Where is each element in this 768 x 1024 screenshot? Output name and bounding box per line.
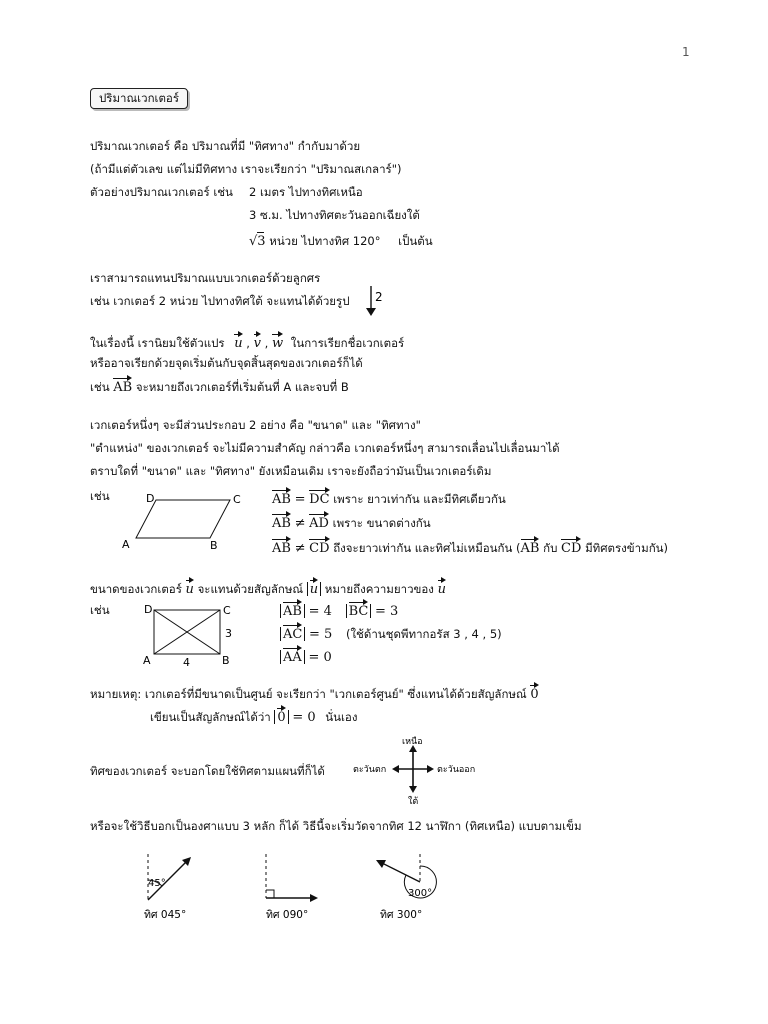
relation-1 xyxy=(272,490,506,507)
eq2-note: (ใช้ด้านชุดพีทากอรัส 3 , 4 , 5) xyxy=(345,627,502,641)
arrow-rep-line-1: เราสามารถแทนปริมาณแบบเวกเตอร์ด้วยลูกศร xyxy=(90,271,321,285)
eq1-val2: = 3 xyxy=(374,604,399,619)
rect-label-b: B xyxy=(222,654,230,667)
rel3-vec-1: AB xyxy=(520,541,540,556)
parallelogram-figure xyxy=(118,488,248,554)
zero-vector-line-2-pre: เขียนเป็นสัญลักษณ์ได้ว่า xyxy=(150,710,271,724)
zero-vector-line-2 xyxy=(150,708,357,725)
magnitude-eq-2 xyxy=(280,625,502,642)
para-label-b: B xyxy=(210,539,218,552)
sqrt-radicand: 3 xyxy=(257,234,266,249)
zero-vector-line-2-post: นั่นเอง xyxy=(325,710,358,724)
abs-zero xyxy=(274,710,288,724)
compass-figure xyxy=(350,734,490,810)
magnitude-line-1-pre: ขนาดของเวกเตอร์ xyxy=(90,582,182,596)
rel2-op: ≠ xyxy=(294,516,306,531)
abs-ac xyxy=(280,627,305,641)
rel2-note: เพราะ ขนาดต่างกัน xyxy=(332,516,431,530)
components-line-3: ตราบใดที่ "ขนาด" และ "ทิศทาง" ยังเหมือนเดิม เราจะยังถือว่ามันเป็นเวกเตอร์เดิม xyxy=(90,464,492,478)
abs-zero-vec: 0 xyxy=(277,710,286,725)
page-number: 1 xyxy=(682,45,690,59)
bearing-300-caption: ทิศ 300° xyxy=(380,909,423,921)
var-u-letter: u xyxy=(234,336,243,351)
components-line-2: "ตำแหน่ง" ของเวกเตอร์ จะไม่มีความสำคัญ กล่าวคือ เวกเตอร์หนึ่งๆ สามารถเลื่อนไปเลื่อนมาได้ xyxy=(90,441,560,455)
rel1-op: = xyxy=(294,492,306,507)
magnitude-example-label: เช่น xyxy=(90,603,110,617)
vector-ab: AB xyxy=(113,380,133,395)
rel3-note: ถึงจะยาวเท่ากัน และทิศไม่เหมือนกัน ( xyxy=(333,541,521,555)
rel1-rhs: DC xyxy=(309,492,330,507)
rel3-vec-2: CD xyxy=(561,541,582,556)
intro-example-1: 2 เมตร ไปทางทิศเหนือ xyxy=(249,185,363,199)
rel2-rhs: AD xyxy=(309,516,329,531)
eq3-val: = 0 xyxy=(308,650,332,665)
magnitude-line-1-post: หมายถึงความยาวของ xyxy=(324,582,434,596)
rect-label-a: A xyxy=(143,654,151,667)
rel3-rhs: CD xyxy=(309,541,330,556)
bearing-045-caption: ทิศ 045° xyxy=(144,909,187,921)
zero-vector-line-2-val: = 0 xyxy=(292,710,316,725)
naming-line-3-post: จะหมายถึงเวกเตอร์ที่เริ่มต้นที่ A และจบที่ B xyxy=(135,380,349,394)
rect-label-d: D xyxy=(144,603,153,616)
zero-vector-symbol: 0 xyxy=(530,687,539,702)
magnitude-eq-3 xyxy=(280,648,332,665)
bearing-045-figure xyxy=(140,848,220,926)
magnitude-abs-u: u xyxy=(309,582,319,597)
intro-example-3-tail: เป็นต้น xyxy=(398,234,433,248)
compass-west-label: ตะวันตก xyxy=(353,765,387,775)
magnitude-u-end: u xyxy=(437,582,446,597)
abs-ab xyxy=(280,604,305,618)
naming-line-1: ในเรื่องนี้ เรานิยมใช้ตัวแปร u , v , w ในการเรียกชื่อเวกเตอร์ xyxy=(90,336,405,351)
bearing-300-vector xyxy=(380,862,420,882)
bearing-090-right-angle xyxy=(266,890,274,898)
bearing-line: หรือจะใช้วิธีบอกเป็นองศาแบบ 3 หลัก ก็ได้ วิธีนี้จะเริ่มวัดจากทิศ 12 นาฬิกา (ทิศเหนือ) แบบตามเข็ม xyxy=(90,819,582,833)
intro-example-3 xyxy=(249,232,433,249)
rel3-lhs: AB xyxy=(272,541,291,556)
eq1-val1: = 4 xyxy=(308,604,332,619)
rect-label-c: C xyxy=(223,604,231,617)
var-w xyxy=(272,336,283,351)
rel3-mid: กับ xyxy=(543,541,558,555)
abs-bc xyxy=(346,604,372,618)
para-label-d: D xyxy=(146,492,155,505)
naming-line-1-post: ในการเรียกชื่อเวกเตอร์ xyxy=(290,336,405,350)
parallelogram-shape xyxy=(136,500,230,538)
abs-ab-vec: AB xyxy=(283,604,302,619)
magnitude-eq-1 xyxy=(280,602,398,619)
rel1-lhs: AB xyxy=(272,492,291,507)
compass-north-label: เหนือ xyxy=(402,737,423,747)
magnitude-line-1-mid: จะแทนด้วยสัญลักษณ์ xyxy=(197,582,304,596)
intro-line-1: ปริมาณเวกเตอร์ คือ ปริมาณที่มี "ทิศทาง" กำกับมาด้วย xyxy=(90,139,361,153)
naming-line-3 xyxy=(90,378,349,395)
naming-line-2: หรืออาจเรียกด้วยจุดเริ่มต้นกับจุดสิ้นสุดของเวกเตอร์ก็ได้ xyxy=(90,356,363,370)
abs-aa xyxy=(280,650,305,664)
var-u xyxy=(234,336,242,351)
components-line-1: เวกเตอร์หนึ่งๆ จะมีส่วนประกอบ 2 อย่าง คือ "ขนาด" และ "ทิศทาง" xyxy=(90,418,421,432)
naming-line-1-pre: ในเรื่องนี้ เรานิยมใช้ตัวแปร xyxy=(90,336,225,350)
bearing-090-caption: ทิศ 090° xyxy=(266,909,309,921)
para-label-c: C xyxy=(233,493,241,506)
abs-ac-vec: AC xyxy=(283,627,303,642)
compass-east-head xyxy=(427,765,434,773)
rel3-tail: มีทิศตรงข้ามกัน) xyxy=(585,541,669,555)
compass-east-label: ตะวันออก xyxy=(437,765,476,775)
down-arrow-head xyxy=(366,308,376,316)
intro-example-label: ตัวอย่างปริมาณเวกเตอร์ เช่น xyxy=(90,185,233,199)
arrow-rep-line-2: เช่น เวกเตอร์ 2 หน่วย ไปทางทิศใต้ จะแทนได้ด้วยรูป xyxy=(90,294,350,308)
zero-vector-line-1-text: หมายเหตุ: เวกเตอร์ที่มีขนาดเป็นศูนย์ จะเรียกว่า "เวกเตอร์ศูนย์" ซึ่งแทนได้ด้วยสัญลักษณ์ xyxy=(90,687,527,701)
intro-example-3-text: หน่วย ไปทางทิศ 120° xyxy=(269,234,381,248)
bearing-090-head xyxy=(310,894,318,902)
section-title: ปริมาณเวกเตอร์ xyxy=(90,88,188,109)
rel3-op: ≠ xyxy=(294,541,306,556)
var-w-letter: w xyxy=(271,336,284,351)
magnitude-abs-symbol xyxy=(307,582,321,596)
compass-south-head xyxy=(409,786,417,793)
relation-3 xyxy=(272,539,668,556)
bearing-300-angle: 300° xyxy=(408,888,433,899)
down-arrow-figure xyxy=(362,284,392,318)
rect-side-bc: 3 xyxy=(225,627,232,640)
eq2-val: = 5 xyxy=(309,627,333,642)
compass-line: ทิศของเวกเตอร์ จะบอกโดยใช้ทิศตามแผนที่ก็ได้ xyxy=(90,764,325,778)
components-example-label: เช่น xyxy=(90,489,110,503)
naming-line-3-pre: เช่น xyxy=(90,380,110,394)
para-label-a: A xyxy=(122,538,130,551)
rect-side-ab: 4 xyxy=(183,656,190,669)
relation-2 xyxy=(272,514,431,531)
rel2-lhs: AB xyxy=(272,516,291,531)
compass-south-label: ใต้ xyxy=(408,797,419,807)
abs-aa-vec: AA xyxy=(283,650,302,665)
bearing-300-figure xyxy=(372,848,452,926)
intro-example-2: 3 ซ.ม. ไปทางทิศตะวันออกเฉียงใต้ xyxy=(249,208,420,222)
sqrt-symbol: √3 xyxy=(249,234,266,249)
var-v xyxy=(254,336,261,351)
rectangle-figure xyxy=(140,600,240,670)
magnitude-u: u xyxy=(185,582,194,597)
zero-vector-line-1 xyxy=(90,685,539,702)
compass-west-head xyxy=(392,765,399,773)
abs-bc-vec: BC xyxy=(348,604,369,619)
rel1-note: เพราะ ยาวเท่ากัน และมีทิศเดียวกัน xyxy=(333,492,506,506)
intro-line-2: (ถ้ามีแต่ตัวเลข แต่ไม่มีทิศทาง เราจะเรียกว่า "ปริมาณสเกลาร์") xyxy=(90,162,402,176)
down-arrow-label: 2 xyxy=(375,290,383,304)
var-v-letter: v xyxy=(253,336,261,351)
magnitude-line-1 xyxy=(90,580,446,597)
bearing-090-figure xyxy=(258,848,338,926)
bearing-045-angle: 45° xyxy=(148,878,166,889)
